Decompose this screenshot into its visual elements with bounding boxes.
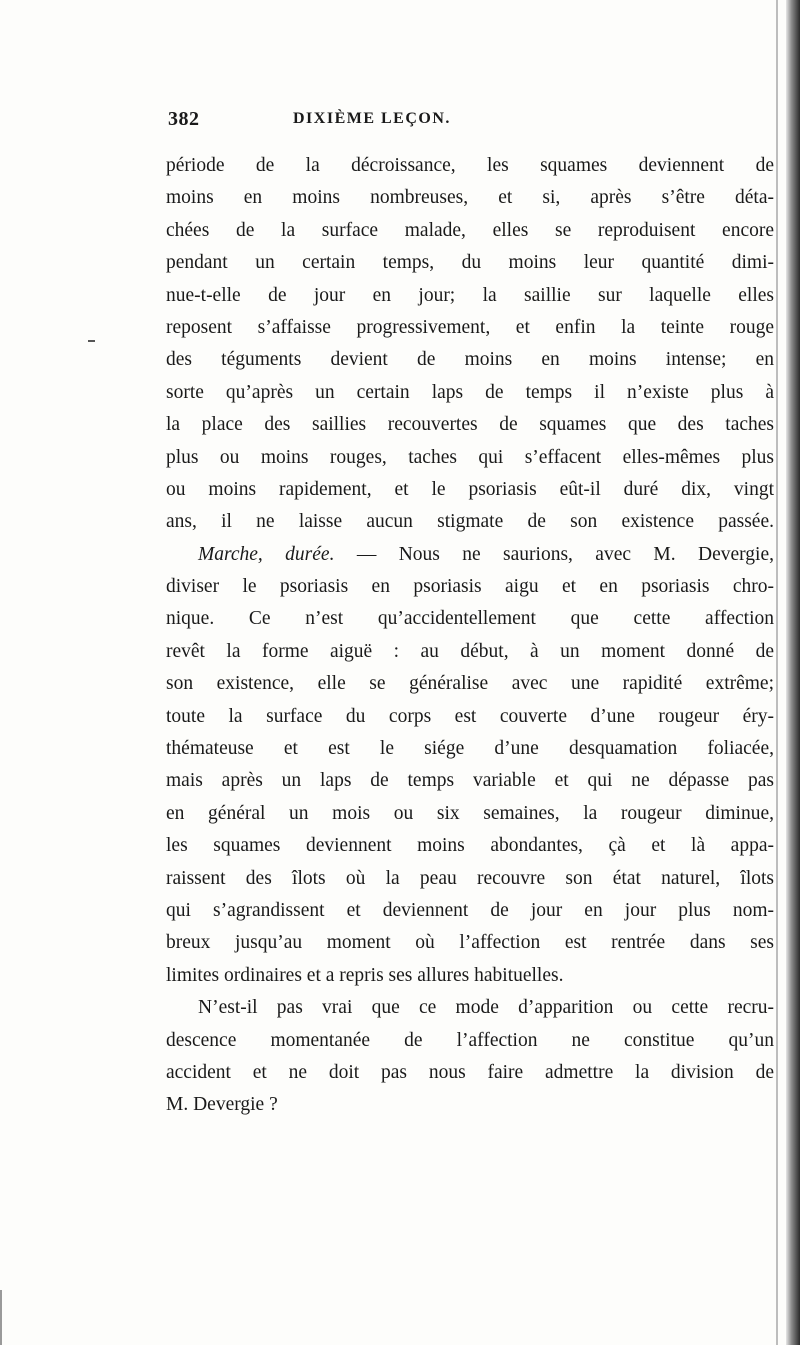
text-line: raissent des îlots où la peau recouvre son état naturel, îlots — [166, 867, 774, 889]
paragraph-end-line: limites ordinaires et a repris ses allures habituelles. — [166, 964, 564, 986]
text-line: en général un mois ou six semaines, la rougeur diminue, — [166, 802, 774, 824]
section-heading-line — [166, 539, 774, 571]
text-line: chées de la surface malade, elles se reproduisent encore — [166, 219, 774, 241]
text-line: ans, il ne laisse aucun stigmate de son existence passée. — [166, 511, 774, 533]
text-line: descence momentanée de l’affection ne constitue qu’un — [166, 1029, 774, 1051]
body-text — [166, 150, 774, 1122]
text-line: mais après un laps de temps variable et qui ne dépasse pas — [166, 770, 774, 792]
margin-mark — [88, 340, 95, 342]
text-line: nique. Ce n’est qu’accidentellement que cette affection — [166, 608, 774, 630]
text-line: des téguments devient de moins en moins intense; en — [166, 349, 774, 371]
text-line: pendant un certain temps, du moins leur quantité dimi- — [166, 252, 774, 274]
text-line: toute la surface du corps est couverte d’une rougeur éry- — [166, 705, 774, 727]
running-title: DIXIÈME LEÇON. — [293, 110, 451, 127]
left-edge-mark — [0, 1290, 2, 1345]
text-line: ou moins rapidement, et le psoriasis eût-il duré dix, vingt — [166, 478, 774, 500]
text-line: accident et ne doit pas nous faire admettre la division de — [166, 1061, 774, 1083]
text-line: la place des saillies recouvertes de squames que des taches — [166, 414, 774, 436]
binding-shadow — [786, 0, 800, 1345]
text-line: revêt la forme aiguë : au début, à un moment donné de — [166, 640, 774, 662]
text-line: N’est-il pas vrai que ce mode d’apparition ou cette recru- — [198, 997, 774, 1019]
text-line: nue-t-elle de jour en jour; la saillie sur laquelle elles — [166, 284, 774, 306]
page-edge-line — [776, 0, 778, 1345]
page-number: 382 — [168, 108, 200, 130]
text-line: sorte qu’après un certain laps de temps il n’existe plus à — [166, 381, 774, 403]
text-line: les squames deviennent moins abondantes, çà et là appa- — [166, 835, 774, 857]
text-line: thémateuse et est le siége d’une desquamation foliacée, — [166, 738, 774, 760]
text-line: reposent s’affaisse progressivement, et enfin la teinte rouge — [166, 316, 774, 338]
section-heading-text: — Nous ne saurions, avec M. Devergie, — [334, 543, 774, 565]
running-header — [168, 108, 768, 138]
text-line: plus ou moins rouges, taches qui s’effacent elles-mêmes plus — [166, 446, 774, 468]
text-line: période de la décroissance, les squames deviennent de — [166, 155, 774, 176]
text-line: qui s’agrandissent et deviennent de jour en jour plus nom- — [166, 899, 774, 921]
text-line: moins en moins nombreuses, et si, après s’être déta- — [166, 187, 774, 209]
text-line: breux jusqu’au moment où l’affection est rentrée dans ses — [166, 932, 774, 954]
paragraph-end-line: M. Devergie ? — [166, 1094, 278, 1116]
text-line: son existence, elle se généralise avec une rapidité extrême; — [166, 673, 774, 695]
section-heading: Marche, durée. — [198, 543, 335, 565]
text-line: diviser le psoriasis en psoriasis aigu et en psoriasis chro- — [166, 576, 774, 598]
